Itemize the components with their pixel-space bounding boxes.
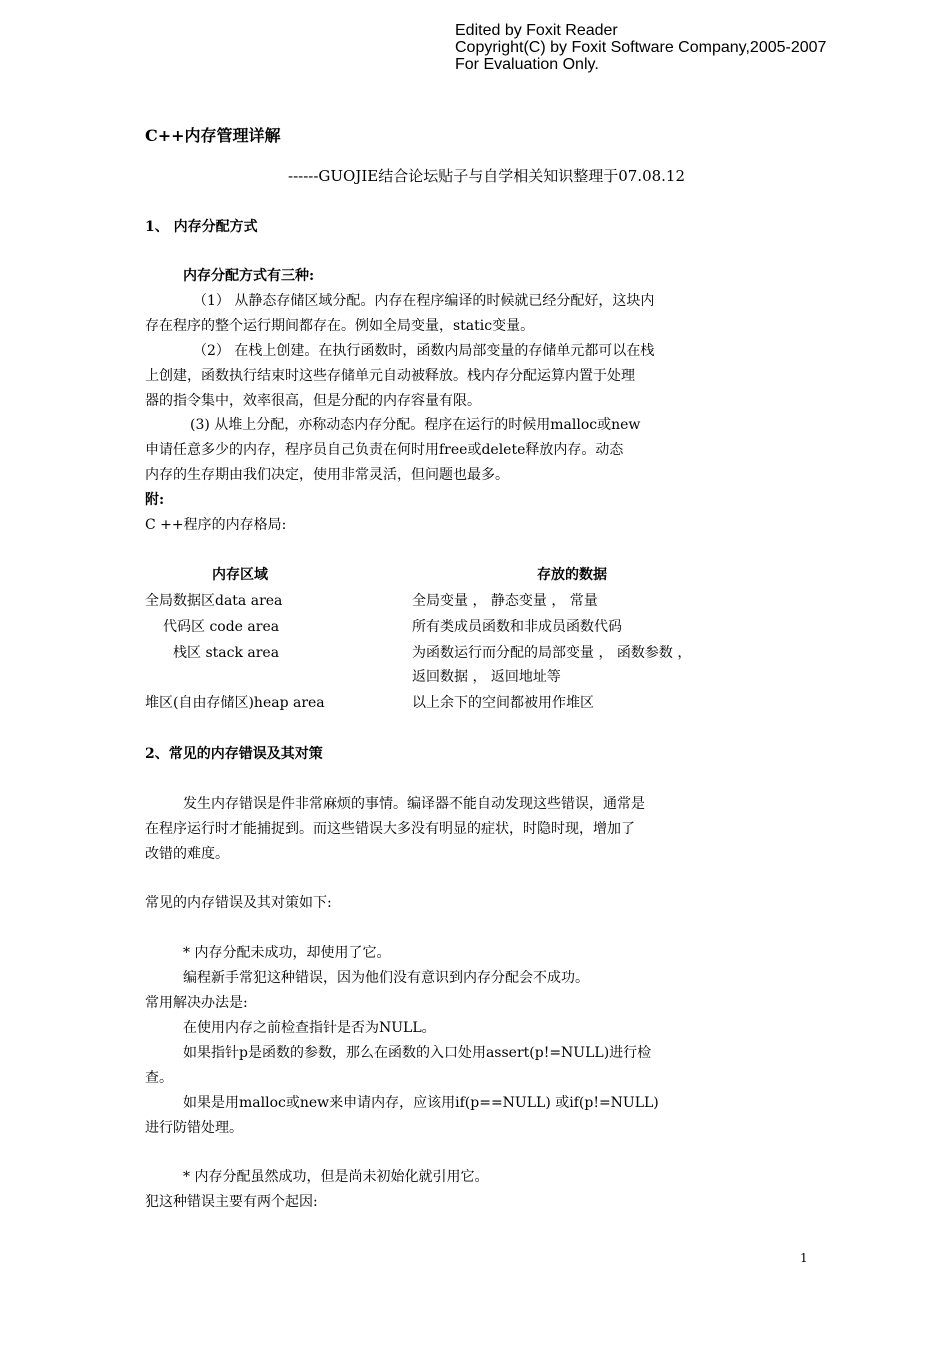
evaluation-watermark [455,22,826,73]
paragraph-line: (3) 从堆上分配，亦称动态内存分配。程序在运行的时候用malloc或new [190,417,641,433]
table-cell-data: 返回数据 ， 返回地址等 [412,669,561,685]
paragraph-line: 如果是用malloc或new来申请内存，应该用if(p==NULL) 或if(p!=NULL) [183,1095,659,1111]
document-title: C++内存管理详解 [145,126,281,145]
section-intro: 内存分配方式有三种: [183,268,315,284]
list-item: * 内存分配未成功，却使用了它。 [183,945,391,961]
table-header-data: 存放的数据 [537,567,607,583]
paragraph-line: 申请任意多少的内存，程序员自己负责在何时用free或delete释放内存。动态 [145,442,624,458]
table-cell-data: 以上余下的空间都被用作堆区 [412,695,594,711]
paragraph-line: 在程序运行时才能捕捉到。而这些错误大多没有明显的症状，时隐时现，增加了 [145,821,635,837]
table-cell-region: 全局数据区data area [145,593,283,609]
paragraph-line: 内存的生存期由我们决定，使用非常灵活，但问题也最多。 [145,467,509,483]
paragraph-line: 查。 [145,1070,173,1086]
layout-caption: C ++程序的内存格局: [145,517,287,533]
section-heading: 2、常见的内存错误及其对策 [145,746,323,762]
paragraph-line: 在使用内存之前检查指针是否为NULL。 [183,1020,436,1036]
table-header-region: 内存区域 [212,567,268,583]
table-cell-region: 代码区 code area [163,619,280,635]
table-cell-data: 为函数运行而分配的局部变量 ， 函数参数 ， [412,645,692,661]
table-cell-data: 全局变量 ， 静态变量 ， 常量 [412,593,598,609]
table-cell-region: 堆区(自由存储区)heap area [145,695,325,711]
paragraph-line: （1） 从静态存储区域分配。内存在程序编译的时候就已经分配好，这块内 [193,293,655,309]
paragraph-line: 进行防错处理。 [145,1120,243,1136]
document-subtitle: ------GUOJIE结合论坛贴子与自学相关知识整理于07.08.12 [288,167,686,185]
paragraph-line: 器的指令集中，效率很高，但是分配的内存容量有限。 [145,393,481,409]
paragraph-line: 发生内存错误是件非常麻烦的事情。编译器不能自动发现这些错误，通常是 [183,796,645,812]
page-number: 1 [800,1251,808,1265]
paragraph-line: 改错的难度。 [145,846,229,862]
paragraph-line: 编程新手常犯这种错误，因为他们没有意识到内存分配会不成功。 [183,970,589,986]
table-cell-region: 栈区 stack area [173,645,280,661]
watermark-line: Copyright(C) by Foxit Software Company,2005-2007 [455,39,827,56]
list-intro: 常见的内存错误及其对策如下: [145,895,332,911]
list-item: * 内存分配虽然成功，但是尚未初始化就引用它。 [183,1169,489,1185]
paragraph-line: 如果指针p是函数的参数，那么在函数的入口处用assert(p!=NULL)进行检 [183,1045,652,1061]
paragraph-line: 常用解决办法是: [145,995,248,1011]
watermark-line: For Evaluation Only. [455,56,599,73]
paragraph-line: 上创建，函数执行结束时这些存储单元自动被释放。栈内存分配运算内置于处理 [145,368,635,384]
watermark-line: Edited by Foxit Reader [455,22,618,39]
table-cell-data: 所有类成员函数和非成员函数代码 [412,619,622,635]
section-heading: 1、 内存分配方式 [145,219,258,235]
paragraph-line: 存在程序的整个运行期间都存在。例如全局变量，static变量。 [145,318,535,334]
appendix-label: 附: [145,492,165,508]
paragraph-line: 犯这种错误主要有两个起因: [145,1194,318,1210]
paragraph-line: （2） 在栈上创建。在执行函数时，函数内局部变量的存储单元都可以在栈 [193,343,655,359]
